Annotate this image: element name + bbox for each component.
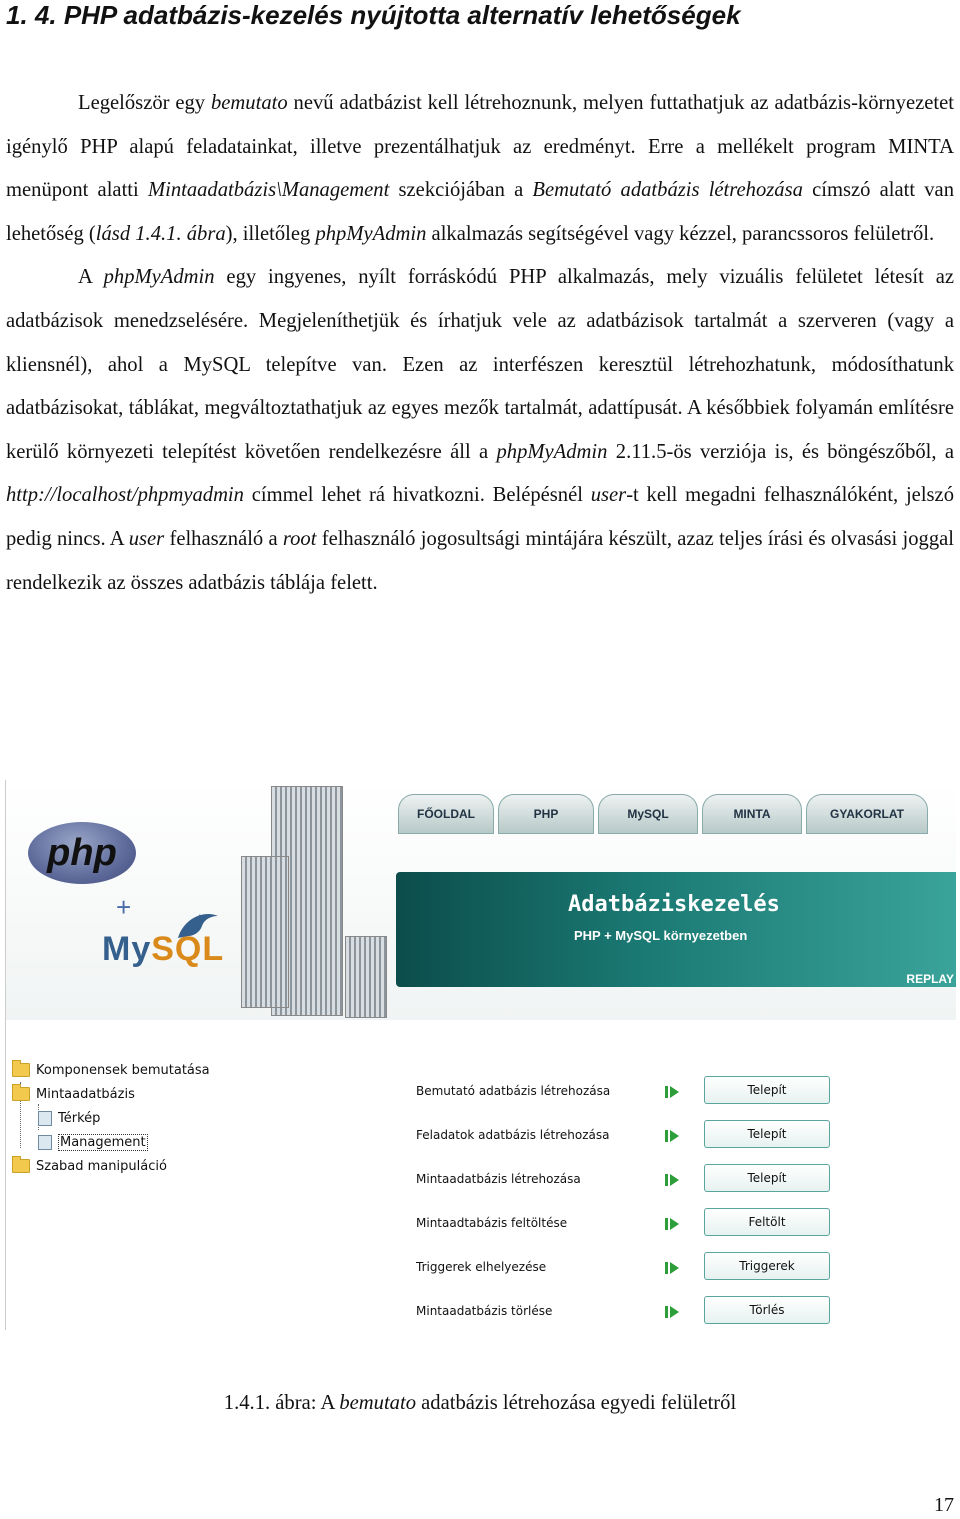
tree-item-szabad-manipulacio[interactable]: Szabad manipuláció [12,1156,167,1176]
feltolt-button[interactable]: Feltölt [704,1208,830,1236]
tab-minta[interactable]: MINTA [702,794,802,834]
document-icon [38,1111,52,1126]
server-tower-small [345,936,387,1018]
row-label: Feladatok adatbázis létrehozása [416,1128,610,1142]
banner [396,872,956,987]
logo-area [6,780,236,1020]
row-label: Triggerek elhelyezése [416,1260,547,1274]
telepit-button-bemutato[interactable]: Telepít [704,1076,830,1104]
php-logo: php [28,822,136,884]
top-nav [398,794,932,838]
replay-button[interactable]: REPLAY [906,972,954,986]
tab-php[interactable]: PHP [498,794,594,834]
mysql-logo: MySQL [102,930,225,968]
app-header [6,780,956,1020]
play-arrow-icon [664,1216,680,1232]
phpmyadmin-link: http://localhost/phpmyadmin [6,484,244,507]
banner-title: Adatbáziskezelés [568,892,780,917]
tree-item-mintaadatbazis[interactable]: Mintaadatbázis [12,1084,135,1104]
play-arrow-icon [664,1084,680,1100]
tree-item-management[interactable]: Management [38,1132,148,1152]
row-label: Mintaadatbázis törlése [416,1304,553,1318]
telepit-button-feladatok[interactable]: Telepít [704,1120,830,1148]
folder-icon [12,1063,30,1077]
tab-gyakorlat[interactable]: GYAKORLAT [806,794,928,834]
folder-open-icon [12,1087,30,1101]
telepit-button-minta[interactable]: Telepít [704,1164,830,1192]
tab-fooldal[interactable]: FŐOLDAL [398,794,494,834]
tab-mysql[interactable]: MySQL [598,794,698,834]
tree-item-terkep[interactable]: Térkép [38,1108,100,1128]
row-label: Mintaadatbázis létrehozása [416,1172,581,1186]
server-tower-left [241,856,289,1008]
plus-sign: + [116,892,132,922]
paragraph-1: Legelőször egy bemutato nevű adatbázist kell létrehoznunk, melyen futtathatjuk az adatbázis-környezetet igénylő PHP alapú feladatainkat, illetve prezentálhatjuk az eredményt. Erre a mellékelt program MINTA menüpont alatti Mintaadatbázis\Management szekciójában a Bemutató adatbázis létrehozása címszó alatt van lehetőség (lásd 1.4.1. ábra), illetőleg phpMyAdmin alkalmazás segítségével vagy kézzel, parancssoros felületről. [6,92,954,245]
torles-button[interactable]: Törlés [704,1296,830,1324]
play-arrow-icon [664,1304,680,1320]
document-icon [38,1135,52,1150]
row-label: Bemutató adatbázis létrehozása [416,1084,611,1098]
triggerek-button[interactable]: Triggerek [704,1252,830,1280]
body-text [6,82,954,605]
tree-item-komponensek[interactable]: Komponensek bemutatása [12,1060,210,1080]
play-arrow-icon [664,1260,680,1276]
section-heading: 1. 4. PHP adatbázis-kezelés nyújtotta alternatív lehetőségek [6,0,741,30]
page-number: 17 [934,1494,954,1516]
folder-icon [12,1159,30,1173]
dolphin-icon [174,908,222,944]
play-arrow-icon [664,1172,680,1188]
server-illustration [241,786,391,1020]
figure-screenshot [5,780,956,1330]
figure-caption: 1.4.1. ábra: A bemutato adatbázis létrehozása egyedi felületről [223,1392,737,1414]
row-label: Mintaadtabázis feltöltése [416,1216,568,1230]
play-arrow-icon [664,1128,680,1144]
paragraph-2: A phpMyAdmin egy ingyenes, nyílt forráskódú PHP alkalmazás, mely vizuális felületet létesít az adatbázisok menedzselésére. Megjeleníthetjük és írhatjuk vele az adatbázisok tartalmát a szerveren (vagy a kliensnél), ahol a MySQL telepítve van. Ezen az interfészen keresztül létrehozhatunk, módosíthatunk adatbázisokat, táblákat, megváltoztathatjuk az egyes mezők tartalmát, adattípusát. A későbbiek folyamán említésre kerülő környezeti telepítést követően rendelkezésre áll a phpMyAdmin 2.11.5-ös verziója is, és böngészőből, a http://localhost/phpmyadmin címmel lehet rá hivatkozni. Belépésnél user-t kell megadni felhasználóként, jelszó pedig nincs. A user felhasználó a root felhasználó jogosultsági mintájára készült, azaz teljes írási és olvasási joggal rendelkezik az összes adatbázis táblája felett. [6,266,954,594]
banner-subtitle: PHP + MySQL környezetben [574,928,748,943]
